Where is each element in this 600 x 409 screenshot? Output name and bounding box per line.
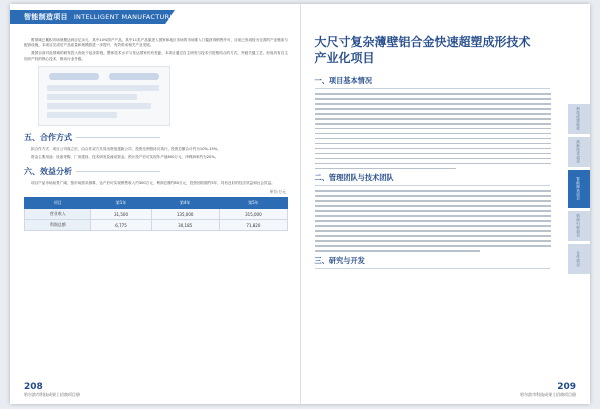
left-footer xyxy=(24,382,80,398)
section2-title-text: 二、管理团队与技术团队 xyxy=(314,173,394,183)
section5-title-text: 五、合作方式 xyxy=(24,132,72,142)
table-cell: 30,185 xyxy=(151,220,219,231)
section2-text-block xyxy=(315,190,551,251)
table-header-row xyxy=(25,198,288,209)
right-footer xyxy=(520,382,576,398)
section1-title-text: 一、项目基本情况 xyxy=(314,76,373,85)
section3-title-text: 三、研究与开发 xyxy=(314,255,365,265)
table-header-cell: 项目 xyxy=(25,198,91,209)
table-cell: 利润总额 xyxy=(25,220,91,231)
side-tabs xyxy=(568,104,590,277)
section3-title xyxy=(315,256,551,269)
right-page-number: 209 xyxy=(557,382,576,392)
table-row xyxy=(25,209,288,220)
table-cell: 31,500 xyxy=(91,209,151,220)
header-title xyxy=(24,12,182,22)
side-tab[interactable]: 招商引资项目 xyxy=(568,211,590,241)
header-title-cn: 智能制造项目 xyxy=(24,13,68,21)
left-footer-text: 哈尔滨市科技成果 | 招商项目册 xyxy=(24,392,80,397)
section5-paragraph-1: 拟合作方式：项目公司成立后，由合作双方共同出资组建新公司，投资比例按协议执行，投资总额合计约为10%-15%。 xyxy=(31,146,221,151)
table-header-cell: 第5年 xyxy=(219,198,287,209)
table-cell: 营业收入 xyxy=(25,209,91,220)
section6-title xyxy=(24,166,288,177)
side-tab[interactable]: 科技成果转化 xyxy=(568,104,590,134)
section1-text-block xyxy=(315,93,551,169)
left-page xyxy=(10,4,301,404)
header-title-en: INTELLIGENT MANUFACTURING xyxy=(73,13,183,21)
project-title-line1: 大尺寸复杂薄壁铝合金快速超塑成形技术 xyxy=(314,35,531,49)
table-cell: 6,775 xyxy=(91,220,151,231)
left-page-number: 208 xyxy=(24,382,43,392)
section1-title xyxy=(315,76,551,89)
section6-title-text: 六、效益分析 xyxy=(24,167,72,177)
table-header-cell: 第1年 xyxy=(91,198,151,209)
left-content xyxy=(24,38,288,231)
project-title-line2: 产业化项目 xyxy=(314,51,375,65)
table-cell: 315,000 xyxy=(219,209,287,220)
table-cell: 135,000 xyxy=(151,209,219,220)
table-header-cell: 第4年 xyxy=(151,198,219,209)
section5-title xyxy=(24,132,288,143)
section6-paragraph: 项目产品市场前景广阔，按市场需求测算，达产后可实现销售收入约300万元，利润总额约80万元，投资回收期约5年，具有良好的经济效益和社会效益。 xyxy=(31,181,275,186)
project-title xyxy=(315,34,551,66)
right-content xyxy=(315,34,551,273)
left-page-header xyxy=(10,10,300,24)
right-page xyxy=(301,4,591,404)
table-row xyxy=(25,220,288,231)
table-cell: 71,820 xyxy=(219,220,287,231)
side-tab-active[interactable]: 智能制造项目 xyxy=(568,170,590,208)
right-footer-text: 哈尔滨市科技成果 | 招商项目册 xyxy=(520,392,576,397)
section5-paragraph-2: 资金主要用途：设备采购、厂房建设、技术研发及流动资金，预计投产后可实现年产值800万元，净利润率约为20%。 xyxy=(31,155,219,160)
section2-title xyxy=(315,173,551,186)
side-tab[interactable]: 高新技术项目 xyxy=(568,137,590,167)
unit-note: 单位:万元 xyxy=(269,189,286,195)
side-tab[interactable]: 合作项目 xyxy=(568,244,590,274)
paragraph-2: 我国目前对此领域的研发投入尚处于起步阶段，整体技术水平与发达国家仍有差距，本项目通过自主研发与技术引进相结合的方式，突破关键工艺，形成具有自主知识产权的核心技术，推动行业升级。 xyxy=(24,51,288,61)
financial-table xyxy=(24,197,288,231)
diagram-figure xyxy=(38,66,170,126)
paragraph-1: 暂领域已累积市场规模达到百亿余元，其中10%国产产品，其中11类产品靠进入国家和地区市场的市场准入门槛获得销售许可，目前已形成较为完善的产业链条与配套设施，本项目完成后产品质量和规模将进一步提升，有效带动相关产业发展。 xyxy=(24,38,288,48)
document-spread xyxy=(10,4,590,404)
